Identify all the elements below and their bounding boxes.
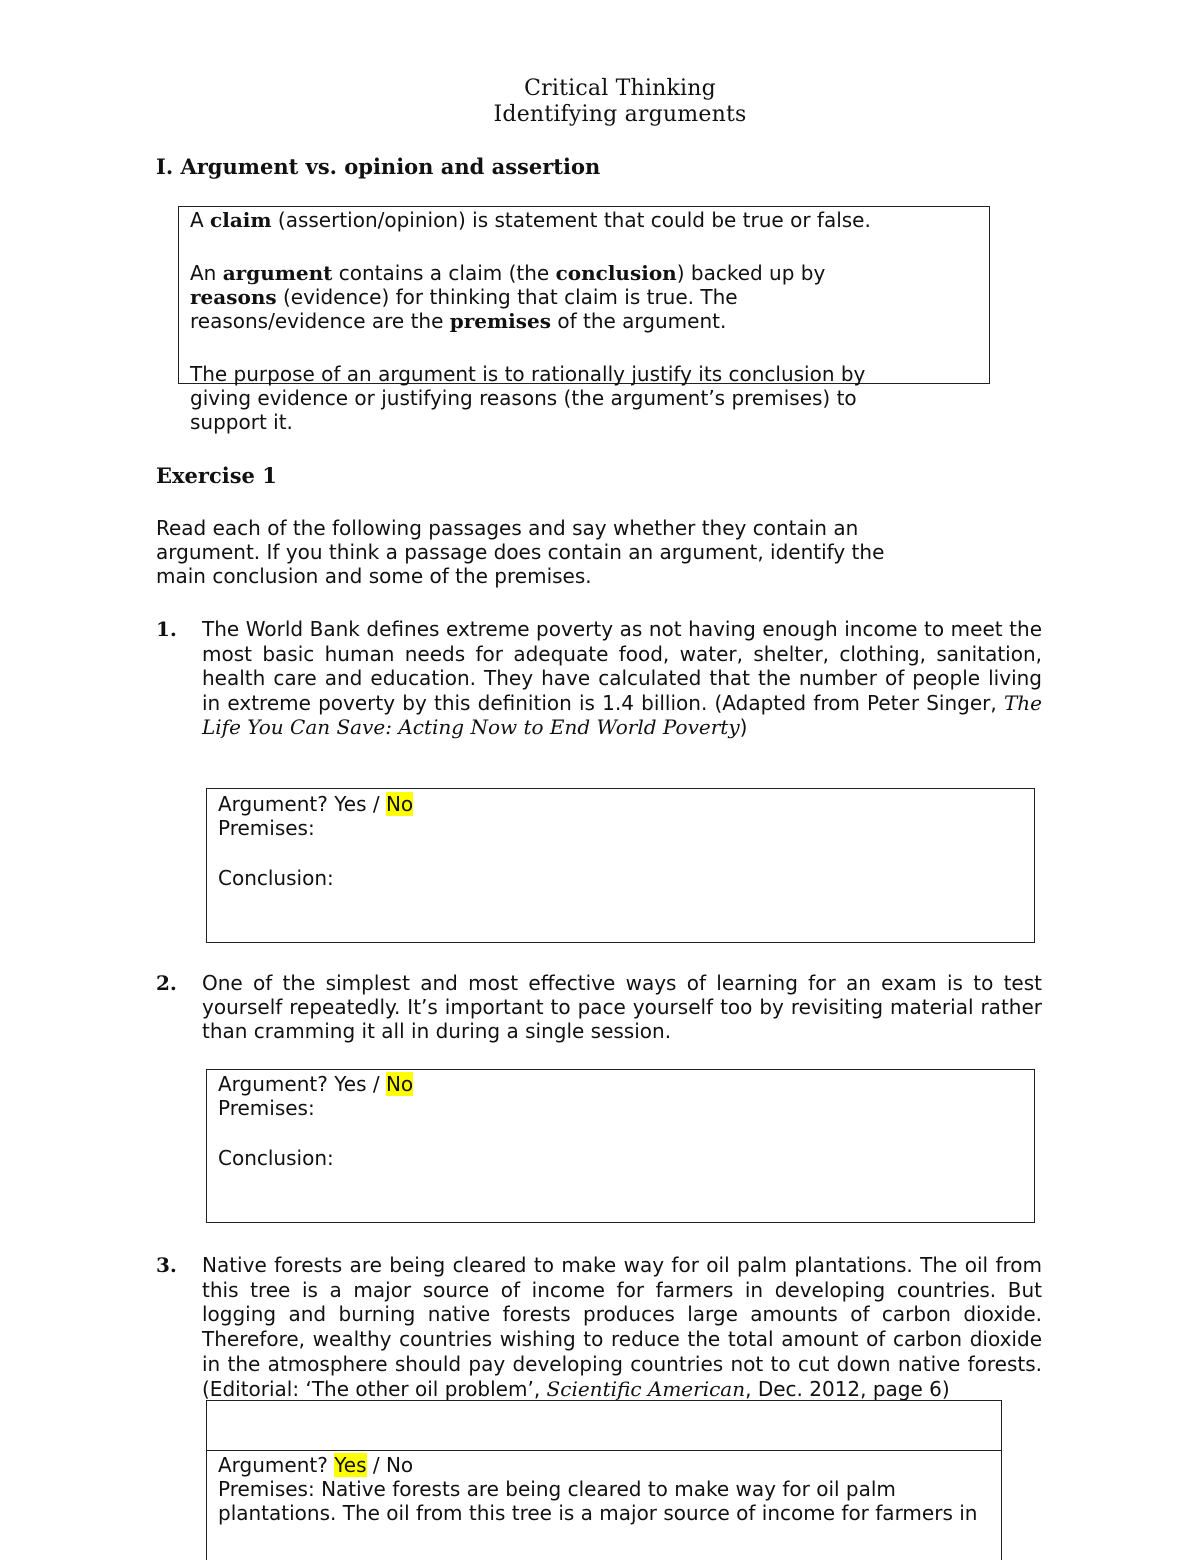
item-2-number: 2. [156,971,177,995]
item-1-conclusion-label: Conclusion: [218,866,334,890]
instructions-line-2: argument. If you think a passage does contain an argument, identify the [156,540,885,564]
section-heading: I. Argument vs. opinion and assertion [156,154,601,179]
item-2-argument-question: Argument? Yes / No [218,1072,414,1096]
purpose-line-1: The purpose of an argument is to rationally justify its conclusion by [190,362,866,386]
item-1-passage: The World Bank defines extreme poverty as not having enough income to meet the most basic human needs for adequate food, water, shelter, clothing, sanitation, health care and education. They have calculated that the number of people living in extreme poverty by this definition is 1.4 billion. (Adapted from Peter Singer, The Life You Can Save: Acting Now to End World Poverty) [202,617,1042,739]
item-3-box-divider [206,1450,1002,1451]
item-1-answer-selected: No [385,792,414,816]
title-line-2: Identifying arguments [493,102,747,127]
item-3-passage: Native forests are being cleared to make way for oil palm plantations. The oil from this tree is a major source of income for farmers in developing countries. But logging and burning native forests produces large amounts of carbon dioxide. Therefore, wealthy countries wishing to reduce the total amount of carbon dioxide in the atmosphere should pay developing countries not to cut down native forests. (Editorial: ‘The other oil problem’, Scientific American, Dec. 2012, page 6) [202,1253,1042,1401]
title-line-1: Critical Thinking [524,76,716,101]
argument-definition-line-3: reasons/evidence are the premises of the argument. [190,309,727,333]
item-3-answer-content [218,1453,1058,1525]
document-title [0,76,1200,127]
conclusion-term: conclusion [555,261,677,285]
item-2-answer-selected: No [385,1072,414,1096]
item-1-argument-question: Argument? Yes / No [218,792,414,816]
item-1-source: The Life You Can Save: Acting Now to End World Poverty [202,690,1042,739]
item-3-premises-line-2: plantations. The oil from this tree is a major source of income for farmers in [218,1501,978,1525]
item-3-argument-question: Argument? Yes / No [218,1453,414,1477]
item-3-number: 3. [156,1253,177,1277]
claim-definition: A claim (assertion/opinion) is statement that could be true or false. [190,208,871,232]
item-3-premises-line-1: Premises: Native forests are being cleared to make way for oil palm [218,1477,896,1501]
instructions-line-3: main conclusion and some of the premises. [156,564,592,588]
argument-term: argument [222,261,333,285]
item-3-answer-selected: Yes [334,1453,367,1477]
reasons-term: reasons [190,285,277,309]
item-2-conclusion-label: Conclusion: [218,1146,334,1170]
exercise-instructions [156,516,1016,588]
item-2-passage: One of the simplest and most effective ways of learning for an exam is to test yourself repeatedly. It’s important to pace yourself too by revisiting material rather than cramming it all in during a single session. [202,971,1042,1043]
premises-term: premises [449,309,551,333]
item-1-answer-content [218,792,1018,890]
purpose-line-3: support it. [190,410,293,434]
argument-definition-line-2: reasons (evidence) for thinking that claim is true. The [190,285,738,309]
item-1-number: 1. [156,617,177,641]
claim-term: claim [210,208,272,232]
item-2-answer-content [218,1072,1018,1170]
purpose-line-2: giving evidence or justifying reasons (the argument’s premises) to [190,386,857,410]
item-1-premises-label: Premises: [218,816,315,840]
item-2-premises-label: Premises: [218,1096,315,1120]
exercise-heading: Exercise 1 [156,463,277,488]
item-3-source: Scientific American [546,1376,746,1401]
instructions-line-1: Read each of the following passages and say whether they contain an [156,516,859,540]
definitions-text [190,208,990,434]
argument-definition-line-1: An argument contains a claim (the conclusion) backed up by [190,261,826,285]
